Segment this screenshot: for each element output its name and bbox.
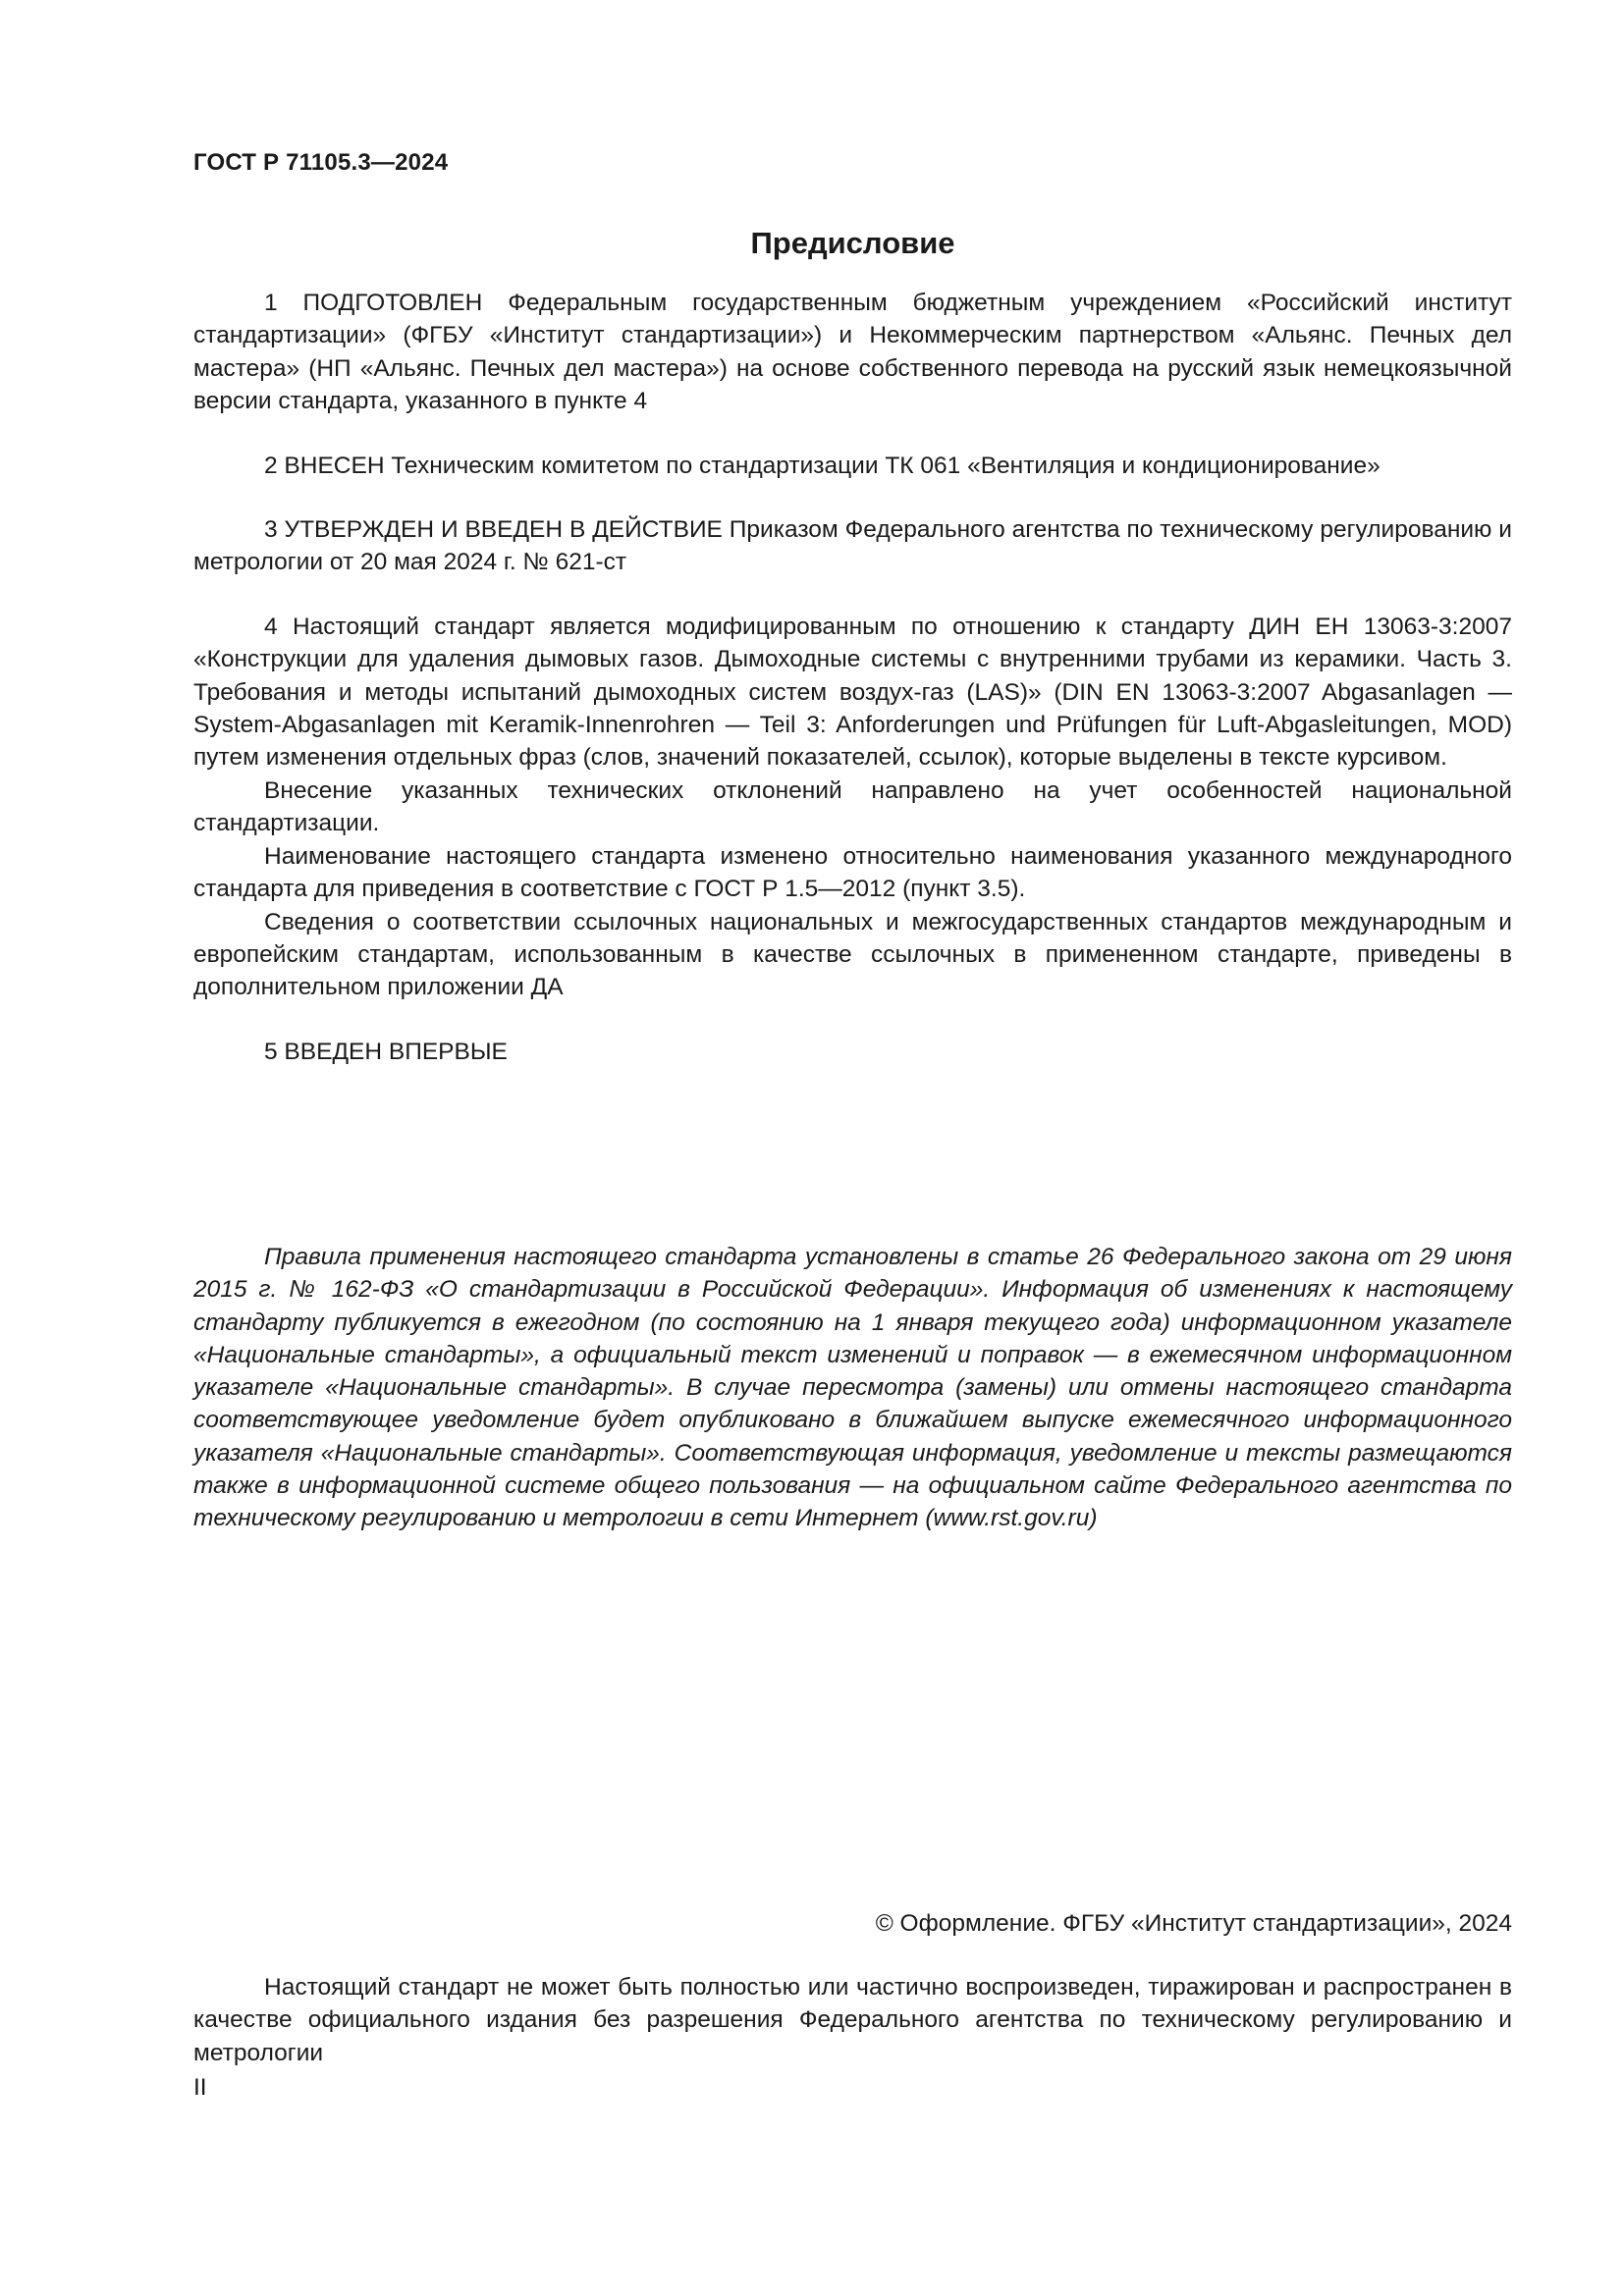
- rules-notice: [193, 1241, 1512, 1535]
- foreword-item-4-references: Сведения о соответствии ссылочных национальных и межгосударственных стандартов международным и европейским стандартам, использованным в качестве ссылочных в примененном стандарте, приведены в дополнительном приложении ДА: [193, 908, 1512, 1001]
- copyright-line: © Оформление. ФГБУ «Институт стандартизации», 2024: [875, 1910, 1512, 1937]
- foreword-item-4: 4 Настоящий стандарт является модифицированным по отношению к стандарту ДИН ЕН 13063-3:2007 «Конструкции для удаления дымовых газов. Дымоходные системы с внутренними трубами из керамики. Часть 3. Требования и методы испытаний дымоходных систем воздух-газ (LAS)» (DIN EN 13063-3:2007 Abgasanlagen — System-Abgasanlagen mit Keramik-Innenrohren — Teil 3: Anforderungen und Prüfungen für Luft-Abgasleitungen, MOD) путем изменения отдельных фраз (слов, значений показателей, ссылок), которые выделены в тексте курсивом.: [193, 613, 1512, 772]
- foreword-item-2: 2 ВНЕСЕН Техническим комитетом по стандартизации ТК 061 «Вентиляция и кондиционирование»: [264, 452, 1380, 479]
- rules-notice-text: Правила применения настоящего стандарта установлены в статье 26 Федерального закона от 29 июня 2015 г. № 162-ФЗ «О стандартизации в Российской Федерации». Информация об изменениях к настоящему стандарту публикуется в ежегодном (по состоянию на 1 января текущего года) информационном указателе «Национальные стандарты», а официальный текст изменений и поправок — в ежемесячном информационном указателе «Национальные стандарты». В случае пересмотра (замены) или отмены настоящего стандарта соответствующее уведомление будет опубликовано в ближайшем выпуске ежемесячного информационного указателя «Национальные стандарты». Соответствующая информация, уведомление и тексты размещаются также в информационной системе общего пользования — на официальном сайте Федерального агентства по техническому регулированию и метрологии в сети Интернет (www.rst.gov.ru): [193, 1244, 1512, 1532]
- foreword-item-3: 3 УТВЕРЖДЕН И ВВЕДЕН В ДЕЙСТВИЕ Приказом Федерального агентства по техническому регулированию и метрологии от 20 мая 2024 г. № 621-ст: [193, 516, 1512, 576]
- page-title: Предисловие: [750, 226, 955, 260]
- foreword-item-4-title-change: Наименование настоящего стандарта изменено относительно наименования указанного международного стандарта для приведения в соответствие с ГОСТ Р 1.5—2012 (пункт 3.5).: [193, 842, 1512, 903]
- document-code: ГОСТ Р 71105.3—2024: [193, 149, 449, 176]
- foreword-item-1: 1 ПОДГОТОВЛЕН Федеральным государственным бюджетным учреждением «Российский институт стандартизации» (ФГБУ «Институт стандартизации») и Некоммерческим партнерством «Альянс. Печных дел мастера» (НП «Альянс. Печных дел мастера») на основе собственного перевода на русский язык немецкоязычной версии стандарта, указанного в пункте 4: [193, 290, 1512, 415]
- foreword-body: [193, 287, 1512, 1068]
- foreword-item-5: 5 ВВЕДЕН ВПЕРВЫЕ: [264, 1038, 508, 1065]
- page-number: II: [193, 2074, 207, 2101]
- foreword-item-4-deviations: Внесение указанных технических отклонений направлено на учет особенностей национальной стандартизации.: [193, 776, 1512, 837]
- reproduction-notice: [193, 1971, 1512, 2069]
- reproduction-notice-text: Настоящий стандарт не может быть полностью или частично воспроизведен, тиражирован и распространен в качестве официального издания без разрешения Федерального агентства по техническому регулированию и метрологии: [193, 1974, 1512, 2066]
